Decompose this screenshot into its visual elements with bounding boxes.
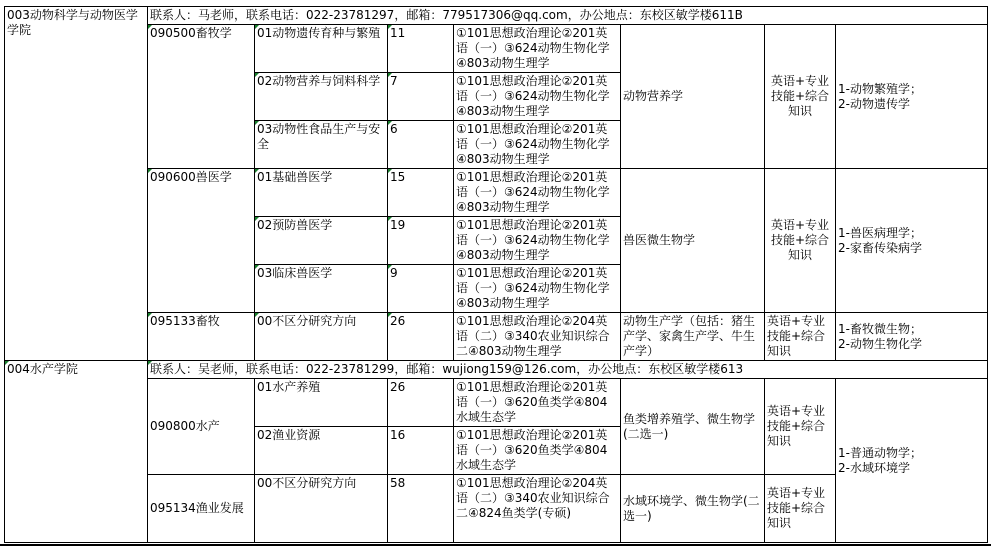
- enrollment-count: 15: [388, 169, 454, 217]
- exam-subjects: ①101思想政治理论②204英语（二）③340农业知识综合二④803动物生理学: [454, 313, 621, 361]
- research-direction: 03临床兽医学: [255, 265, 388, 313]
- retest-subject: 动物生产学（包括：猪生产学、家禽生产学、牛生产学）: [621, 313, 765, 361]
- exam-note: 英语+专业技能+综合知识: [765, 169, 836, 313]
- exam-note: 英语+专业技能+综合知识: [765, 379, 836, 475]
- enrollment-count: 26: [388, 313, 454, 361]
- research-direction: 00不区分研究方向: [255, 475, 388, 543]
- college-contact: 联系人：吴老师，联系电话：022-23781299，邮箱：wujiong159@126.com，办公地点：东校区敏学楼613: [148, 361, 988, 379]
- exam-subjects: ①101思想政治理论②201英语（一）③620鱼类学④804水域生态学: [454, 427, 621, 475]
- exam-subjects: ①101思想政治理论②201英语（一）③624动物生物化学④803动物生理学: [454, 25, 621, 73]
- enrollment-count: 9: [388, 265, 454, 313]
- major-code: 095134渔业发展: [148, 475, 255, 543]
- addon-courses: 1-动物繁殖学； 2-动物遗传学: [836, 25, 988, 169]
- major-code: 090500畜牧学: [148, 25, 255, 169]
- research-direction: 01基础兽医学: [255, 169, 388, 217]
- major-code: 090600兽医学: [148, 169, 255, 313]
- addon-courses: 1-普通动物学； 2-水域环境学: [836, 379, 988, 543]
- enrollment-count: 7: [388, 73, 454, 121]
- addon-courses: 1-畜牧微生物； 2-动物生物化学: [836, 313, 988, 361]
- enrollment-count: 6: [388, 121, 454, 169]
- enrollment-count: 16: [388, 427, 454, 475]
- research-direction: 02动物营养与饲料科学: [255, 73, 388, 121]
- research-direction: 02预防兽医学: [255, 217, 388, 265]
- exam-note: 英语+专业技能+综合知识: [765, 25, 836, 169]
- research-direction: 00不区分研究方向: [255, 313, 388, 361]
- exam-note: 英语+专业技能+综合知识: [765, 475, 836, 543]
- enrollment-count: 26: [388, 379, 454, 427]
- college-contact: 联系人：马老师，联系电话：022-23781297，邮箱：779517306@qq.com，办公地点：东校区敏学楼611B: [148, 7, 988, 25]
- retest-subject: 动物营养学: [621, 25, 765, 169]
- enrollment-count: 58: [388, 475, 454, 543]
- retest-subject: 鱼类增养殖学、微生物学(二选一): [621, 379, 765, 475]
- admissions-table: [4, 6, 988, 543]
- exam-subjects: ①101思想政治理论②201英语（一）③620鱼类学④804水域生态学: [454, 379, 621, 427]
- research-direction: 03动物性食品生产与安全: [255, 121, 388, 169]
- enrollment-count: 19: [388, 217, 454, 265]
- college-name: 004水产学院: [5, 361, 148, 543]
- exam-subjects: ①101思想政治理论②201英语（一）③624动物生物化学④803动物生理学: [454, 265, 621, 313]
- addon-courses: 1-兽医病理学； 2-家畜传染病学: [836, 169, 988, 313]
- exam-note: 英语+专业技能+综合知识: [765, 313, 836, 361]
- exam-subjects: ①101思想政治理论②201英语（一）③624动物生物化学④803动物生理学: [454, 169, 621, 217]
- bottom-border: [0, 544, 991, 546]
- retest-subject: 兽医微生物学: [621, 169, 765, 313]
- exam-subjects: ①101思想政治理论②201英语（一）③624动物生物化学④803动物生理学: [454, 217, 621, 265]
- college-name: 003动物科学与动物医学学院: [5, 7, 148, 361]
- exam-subjects: ①101思想政治理论②204英语（二）③340农业知识综合二④824鱼类学(专硕): [454, 475, 621, 543]
- exam-subjects: ①101思想政治理论②201英语（一）③624动物生物化学④803动物生理学: [454, 73, 621, 121]
- research-direction: 01水产养殖: [255, 379, 388, 427]
- major-code: 095133畜牧: [148, 313, 255, 361]
- exam-subjects: ①101思想政治理论②201英语（一）③624动物生物化学④803动物生理学: [454, 121, 621, 169]
- retest-subject: 水域环境学、微生物学(二选一): [621, 475, 765, 543]
- research-direction: 01动物遗传育种与繁殖: [255, 25, 388, 73]
- major-code: 090800水产: [148, 379, 255, 475]
- research-direction: 02渔业资源: [255, 427, 388, 475]
- enrollment-count: 11: [388, 25, 454, 73]
